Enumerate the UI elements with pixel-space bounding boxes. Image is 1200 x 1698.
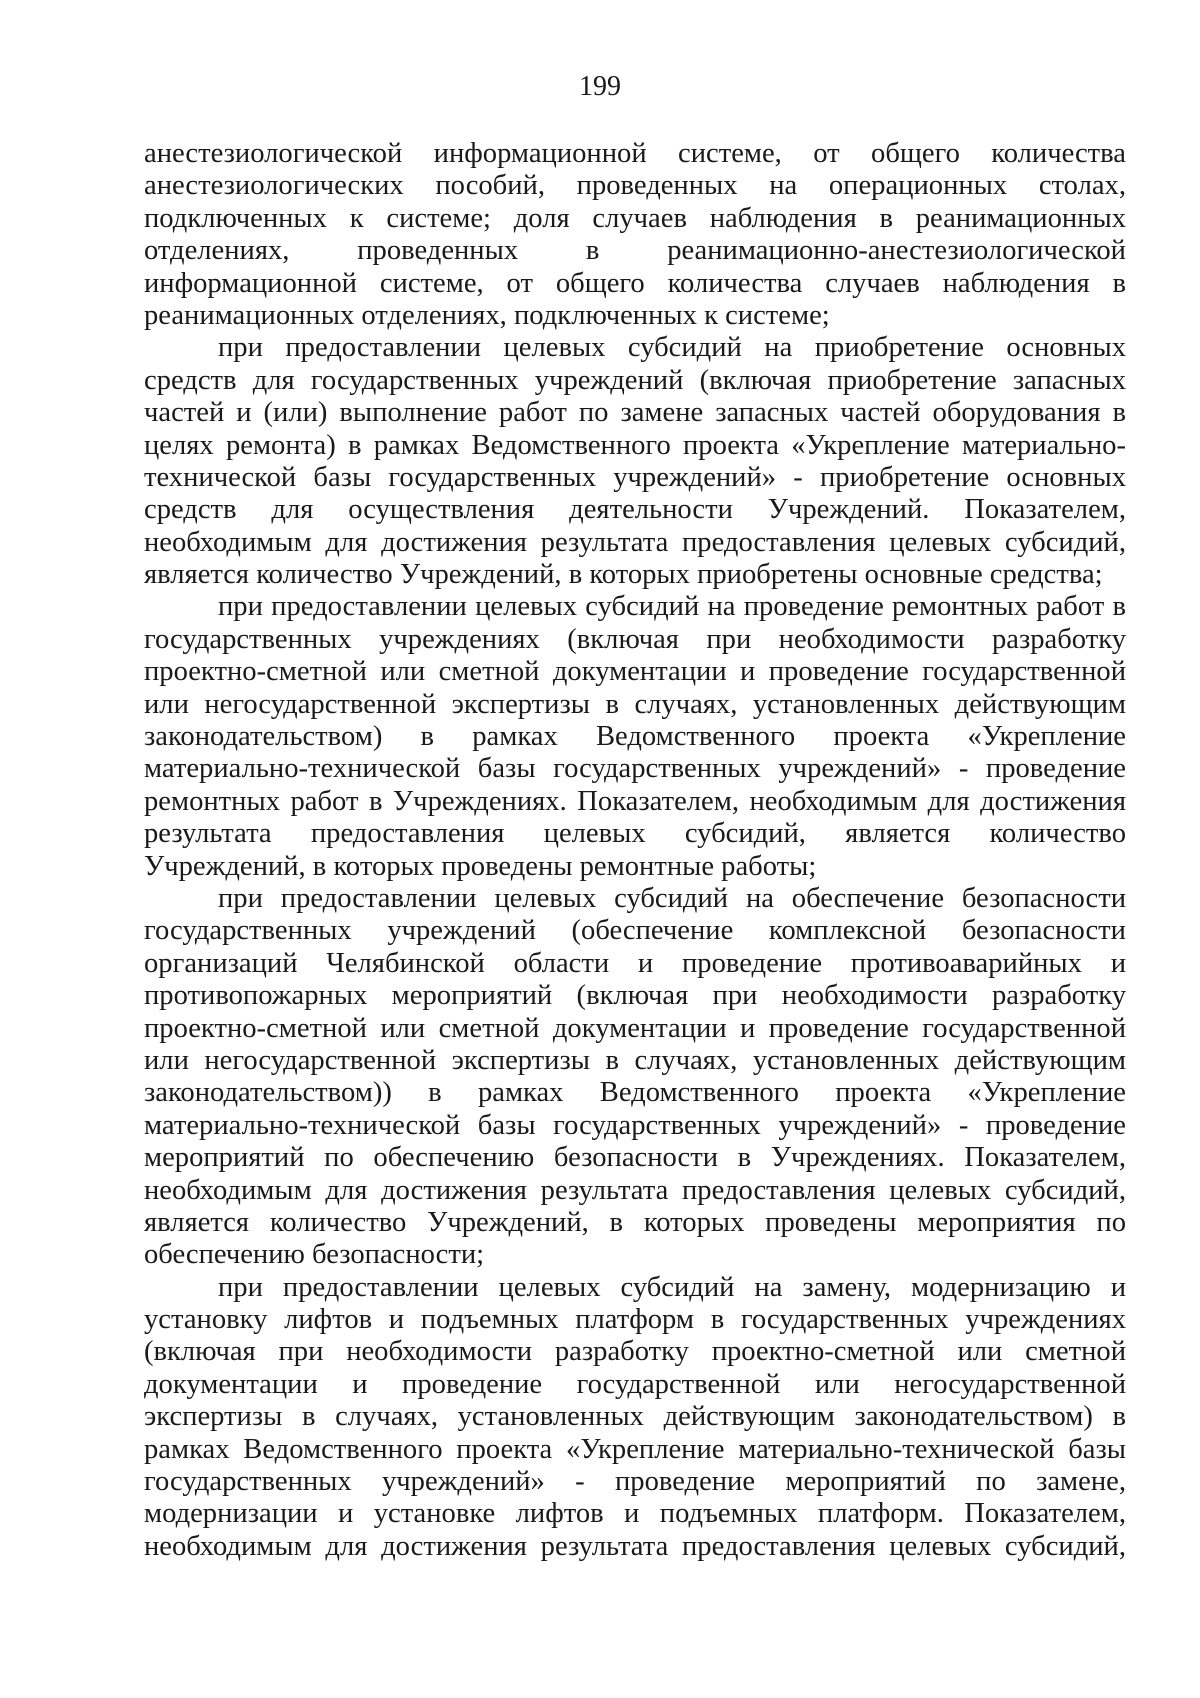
text-line: средств для государственных учреждений (включая приобретение запасных — [144, 364, 1126, 396]
text-line: результата предоставления целевых субсидий, является количество — [144, 818, 1126, 850]
text-line: технической базы государственных учреждений» - приобретение основных — [144, 461, 1126, 493]
text-line: необходимым для достижения результата предоставления целевых субсидий, — [144, 1530, 1126, 1562]
text-line: (включая при необходимости разработку проектно-сметной или сметной — [144, 1336, 1126, 1368]
text-line: государственных учреждений» - проведение мероприятий по замене, — [144, 1466, 1126, 1498]
text-line: при предоставлении целевых субсидий на обеспечение безопасности — [218, 882, 1126, 914]
text-line: является количество Учреждений, в которых проведены мероприятия по — [144, 1206, 1126, 1238]
text-line: при предоставлении целевых субсидий на замену, модернизацию и — [218, 1271, 1126, 1303]
text-line: является количество Учреждений, в которых приобретены основные средства; — [144, 559, 1103, 591]
text-line: мероприятий по обеспечению безопасности в Учреждениях. Показателем, — [144, 1142, 1126, 1174]
text-line: законодательством) в рамках Ведомственного проекта «Укрепление — [144, 721, 1126, 753]
text-line: анестезиологической информационной системе, от общего количества — [144, 138, 1126, 169]
text-line: обеспечению безопасности; — [144, 1239, 485, 1271]
text-line: информационной системе, от общего количества случаев наблюдения в — [144, 267, 1126, 299]
text-line: при предоставлении целевых субсидий на приобретение основных — [218, 332, 1126, 364]
paragraph — [144, 591, 1126, 883]
text-line: установку лифтов и подъемных платформ в государственных учреждениях — [144, 1304, 1126, 1336]
page-number: 199 — [579, 71, 621, 102]
paragraph — [144, 1272, 1126, 1564]
text-line: законодательством)) в рамках Ведомственного проекта «Укрепление — [144, 1077, 1126, 1109]
document-body — [144, 138, 1126, 1563]
text-line: или негосударственной экспертизы в случаях, установленных действующим — [144, 1044, 1126, 1076]
text-line: государственных учреждений (обеспечение комплексной безопасности — [144, 915, 1126, 947]
text-line: средств для осуществления деятельности Учреждений. Показателем, — [144, 494, 1126, 526]
text-line: государственных учреждениях (включая при необходимости разработку — [144, 623, 1126, 655]
text-line: проектно-сметной или сметной документации и проведение государственной — [144, 1012, 1126, 1044]
text-line: модернизации и установке лифтов и подъемных платформ. Показателем, — [144, 1498, 1126, 1530]
text-line: документации и проведение государственной или негосударственной — [144, 1368, 1126, 1400]
text-line: ремонтных работ в Учреждениях. Показателем, необходимым для достижения — [144, 785, 1126, 817]
text-line: или негосударственной экспертизы в случаях, установленных действующим — [144, 688, 1126, 720]
text-line: реанимационных отделениях, подключенных к системе; — [144, 299, 830, 331]
text-line: необходимым для достижения результата предоставления целевых субсидий, — [144, 1174, 1126, 1206]
paragraph — [144, 883, 1126, 1272]
text-line: экспертизы в случаях, установленных действующим законодательством) в — [144, 1401, 1126, 1433]
text-line: проектно-сметной или сметной документации и проведение государственной — [144, 656, 1126, 688]
text-line: материально-технической базы государственных учреждений» - проведение — [144, 753, 1126, 785]
text-line: отделениях, проведенных в реанимационно-анестезиологической — [144, 235, 1126, 267]
text-line: частей и (или) выполнение работ по замене запасных частей оборудования в — [144, 397, 1126, 429]
text-line: рамках Ведомственного проекта «Укрепление материально-технической базы — [144, 1433, 1126, 1465]
paragraph — [144, 138, 1126, 332]
text-line: при предоставлении целевых субсидий на проведение ремонтных работ в — [218, 591, 1126, 623]
paragraph — [144, 332, 1126, 591]
text-line: организаций Челябинской области и проведение противоаварийных и — [144, 947, 1126, 979]
text-line: необходимым для достижения результата предоставления целевых субсидий, — [144, 526, 1126, 558]
text-line: противопожарных мероприятий (включая при необходимости разработку — [144, 980, 1126, 1012]
text-line: материально-технической базы государственных учреждений» - проведение — [144, 1109, 1126, 1141]
text-line: целях ремонта) в рамках Ведомственного проекта «Укрепление материально- — [144, 429, 1126, 461]
text-line: анестезиологических пособий, проведенных на операционных столах, — [144, 170, 1126, 202]
text-line: подключенных к системе; доля случаев наблюдения в реанимационных — [144, 202, 1126, 234]
text-line: Учреждений, в которых проведены ремонтные работы; — [144, 850, 817, 882]
